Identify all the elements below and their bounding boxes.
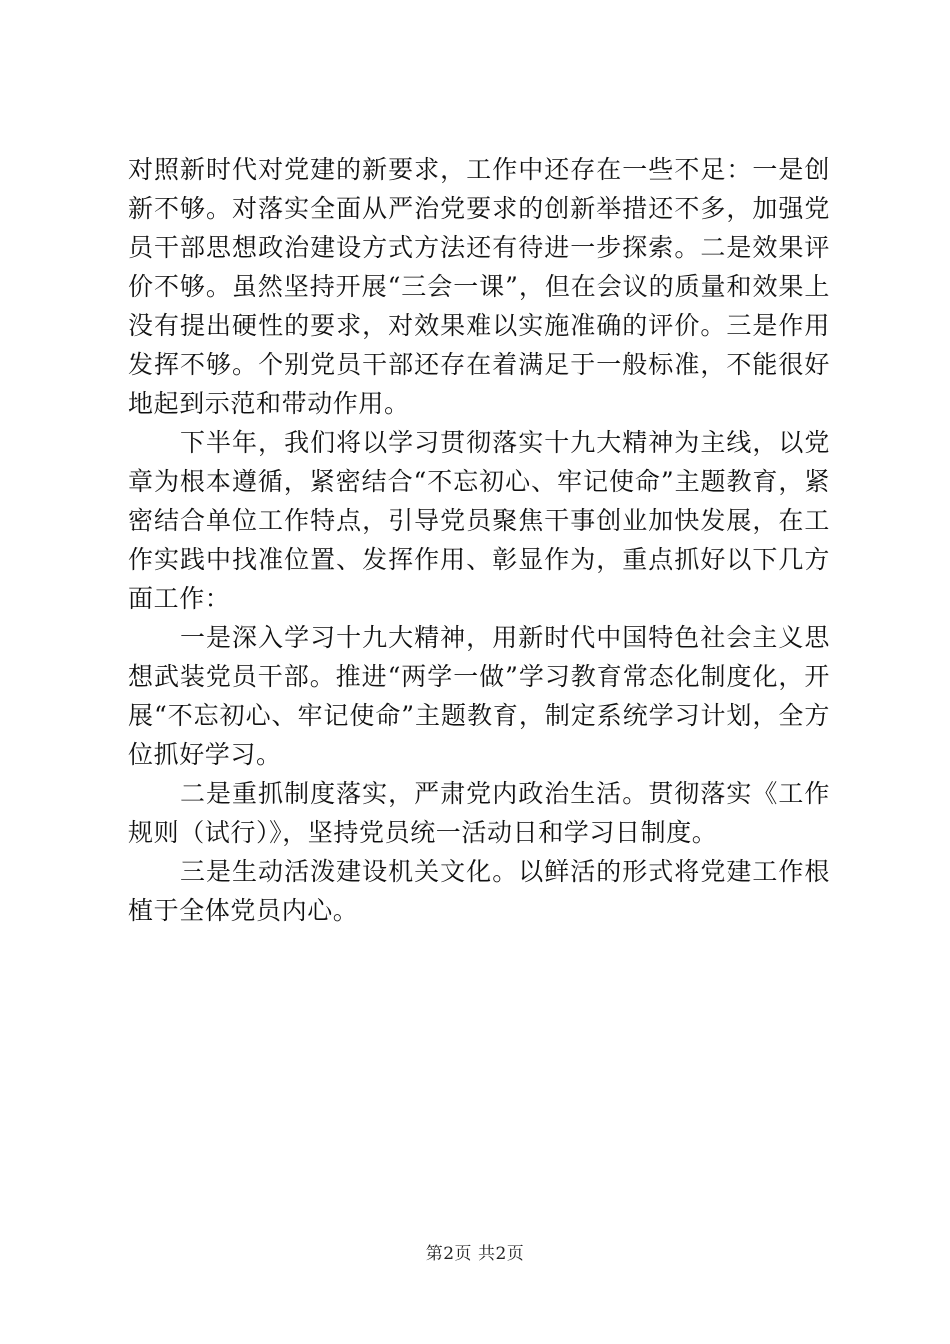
paragraph-shortcomings: 对照新时代对党建的新要求，工作中还存在一些不足：一是创新不够。对落实全面从严治党要求的创新举措还不多，加强党员干部思想政治建设方式方法还有待进一步探索。二是效果评价不够。虽然坚持开展“三会一课”，但在会议的质量和效果上没有提出硬性的要求，对效果难以实施准确的评价。三是作用发挥不够。个别党员干部还存在着满足于一般标准，不能很好地起到示范和带动作用。 bbox=[128, 155, 830, 418]
paragraph-task-two: 二是重抓制度落实，严肃党内政治生活。贯彻落实《工作规则（试行）》，坚持党员统一活动日和学习日制度。 bbox=[128, 779, 830, 847]
paragraph-task-three: 三是生动活泼建设机关文化。以鲜活的形式将党建工作根植于全体党员内心。 bbox=[128, 857, 830, 925]
page-number-footer: 第2页 共2页 bbox=[425, 1244, 525, 1264]
paragraph-task-one: 一是深入学习十九大精神，用新时代中国特色社会主义思想武装党员干部。推进“两学一做”学习教育常态化制度化，开展“不忘初心、牢记使命”主题教育，制定系统学习计划，全方位抓好学习。 bbox=[128, 623, 830, 769]
document-body bbox=[128, 150, 830, 930]
paragraph-second-half-plan: 下半年，我们将以学习贯彻落实十九大精神为主线，以党章为根本遵循，紧密结合“不忘初心、牢记使命”主题教育，紧密结合单位工作特点，引导党员聚焦干事创业加快发展，在工作实践中找准位置、发挥作用、彰显作为，重点抓好以下几方面工作： bbox=[128, 428, 830, 613]
